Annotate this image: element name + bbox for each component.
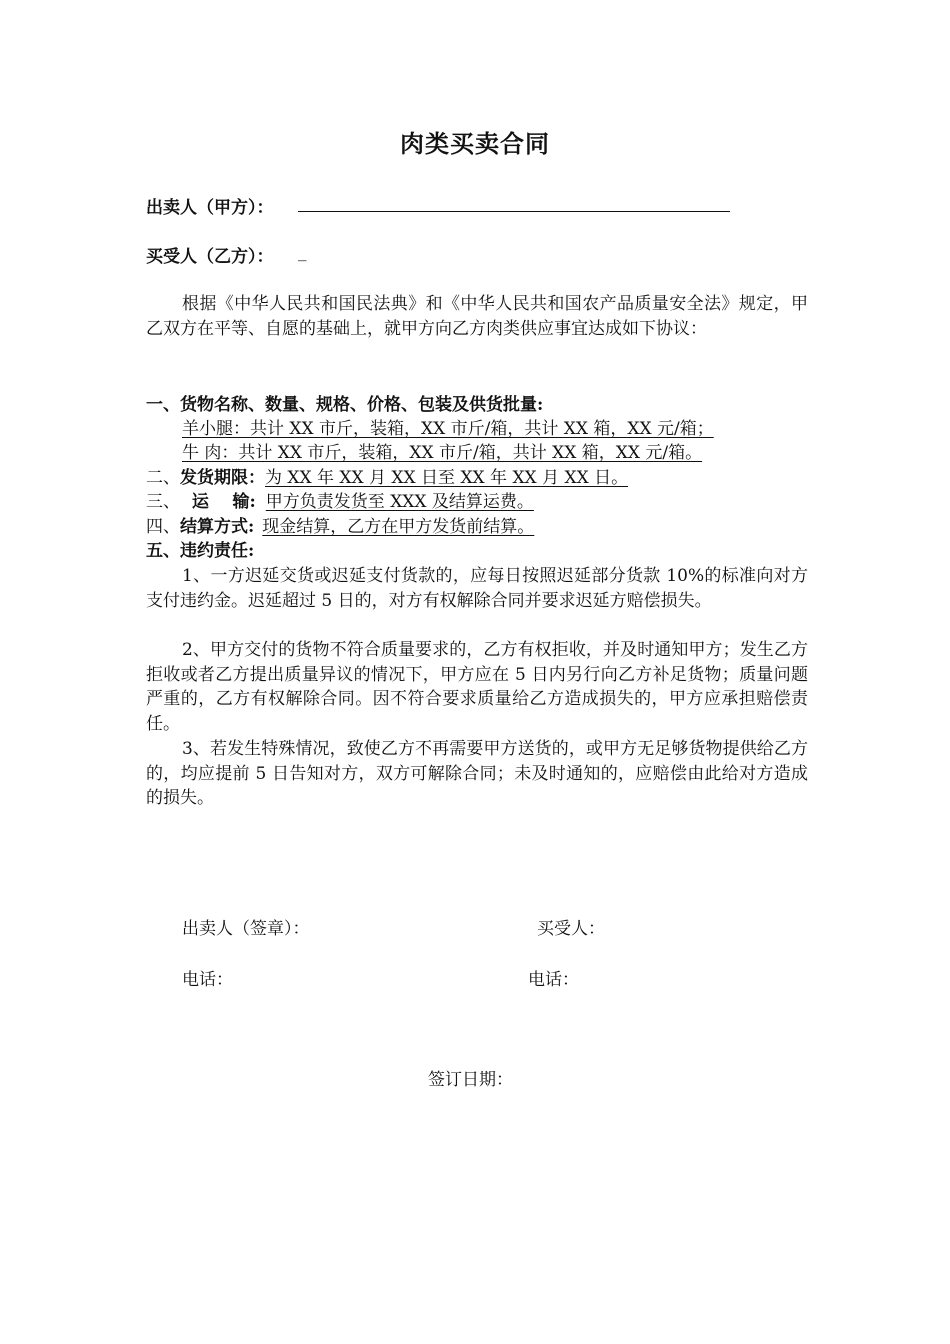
goods-item-beef: 牛 肉：共计 XX 市斤，装箱，XX 市斤/箱，共计 XX 箱，XX 元/箱。 bbox=[182, 443, 703, 463]
seller-signature-label: 出卖人（签章）： bbox=[182, 919, 310, 939]
signing-date-label: 签订日期： bbox=[428, 1070, 513, 1090]
section5-heading: 五、违约责任: bbox=[146, 541, 255, 561]
clause-3: 3、若发生特殊情况，致使乙方不再需要甲方送货的，或甲方无足够货物提供给乙方的，均应提前 5 日告知对方，双方可解除合同；未及时通知的，应赔偿由此给对方造成的损失。 bbox=[146, 739, 808, 808]
seller-blank-line bbox=[298, 211, 730, 212]
goods-item-lamb: 羊小腿：共计 XX 市斤，装箱，XX 市斤/箱，共计 XX 箱，XX 元/箱； bbox=[182, 419, 714, 439]
section3-label: 运 输: bbox=[180, 492, 256, 512]
section4-value: 现金结算，乙方在甲方发货前结算。 bbox=[262, 517, 535, 537]
section2-row bbox=[146, 466, 628, 491]
clause-2: 2、甲方交付的货物不符合质量要求的，乙方有权拒收，并及时通知甲方；发生乙方拒收或者乙方提出质量异议的情况下，甲方应在 5 日内另行向乙方补足货物；质量问题严重的，乙方有权解除合同。因不符合要求质量给乙方造成损失的，甲方应承担赔偿责任。 bbox=[146, 640, 808, 734]
section2-num: 二、 bbox=[146, 468, 180, 488]
buyer-signature-label: 买受人： bbox=[537, 919, 605, 939]
seller-label: 出卖人（甲方）： bbox=[146, 198, 274, 218]
intro-paragraph: 根据《中华人民共和国民法典》和《中华人民共和国农产品质量安全法》规定，甲乙双方在平等、自愿的基础上，就甲方向乙方肉类供应事宜达成如下协议： bbox=[146, 294, 808, 339]
buyer-label: 买受人（乙方）： bbox=[146, 247, 274, 267]
section3-value: 甲方负责发货至 XXX 及结算运费。 bbox=[265, 492, 534, 512]
clause-1: 1、一方迟延交货或迟延支付货款的，应每日按照迟延部分货款 10%的标准向对方支付违约金。迟延超过 5 日的，对方有权解除合同并要求迟延方赔偿损失。 bbox=[146, 566, 808, 611]
section2-label: 发货期限： bbox=[180, 468, 265, 488]
section4-num: 四、 bbox=[146, 517, 180, 537]
section3-row bbox=[146, 490, 534, 515]
section3-num: 三、 bbox=[146, 492, 180, 512]
section2-value: 为 XX 年 XX 月 XX 日至 XX 年 XX 月 XX 日。 bbox=[265, 468, 629, 488]
seller-phone-label: 电话： bbox=[182, 970, 233, 990]
section1-heading: 一、货物名称、数量、规格、价格、包装及供货批量: bbox=[146, 395, 544, 415]
section4-label: 结算方式: bbox=[180, 517, 255, 537]
buyer-phone-label: 电话： bbox=[528, 970, 579, 990]
buyer-blank: _ bbox=[298, 242, 307, 262]
section4-row bbox=[146, 515, 628, 540]
page-title: 肉类买卖合同 bbox=[400, 129, 550, 158]
